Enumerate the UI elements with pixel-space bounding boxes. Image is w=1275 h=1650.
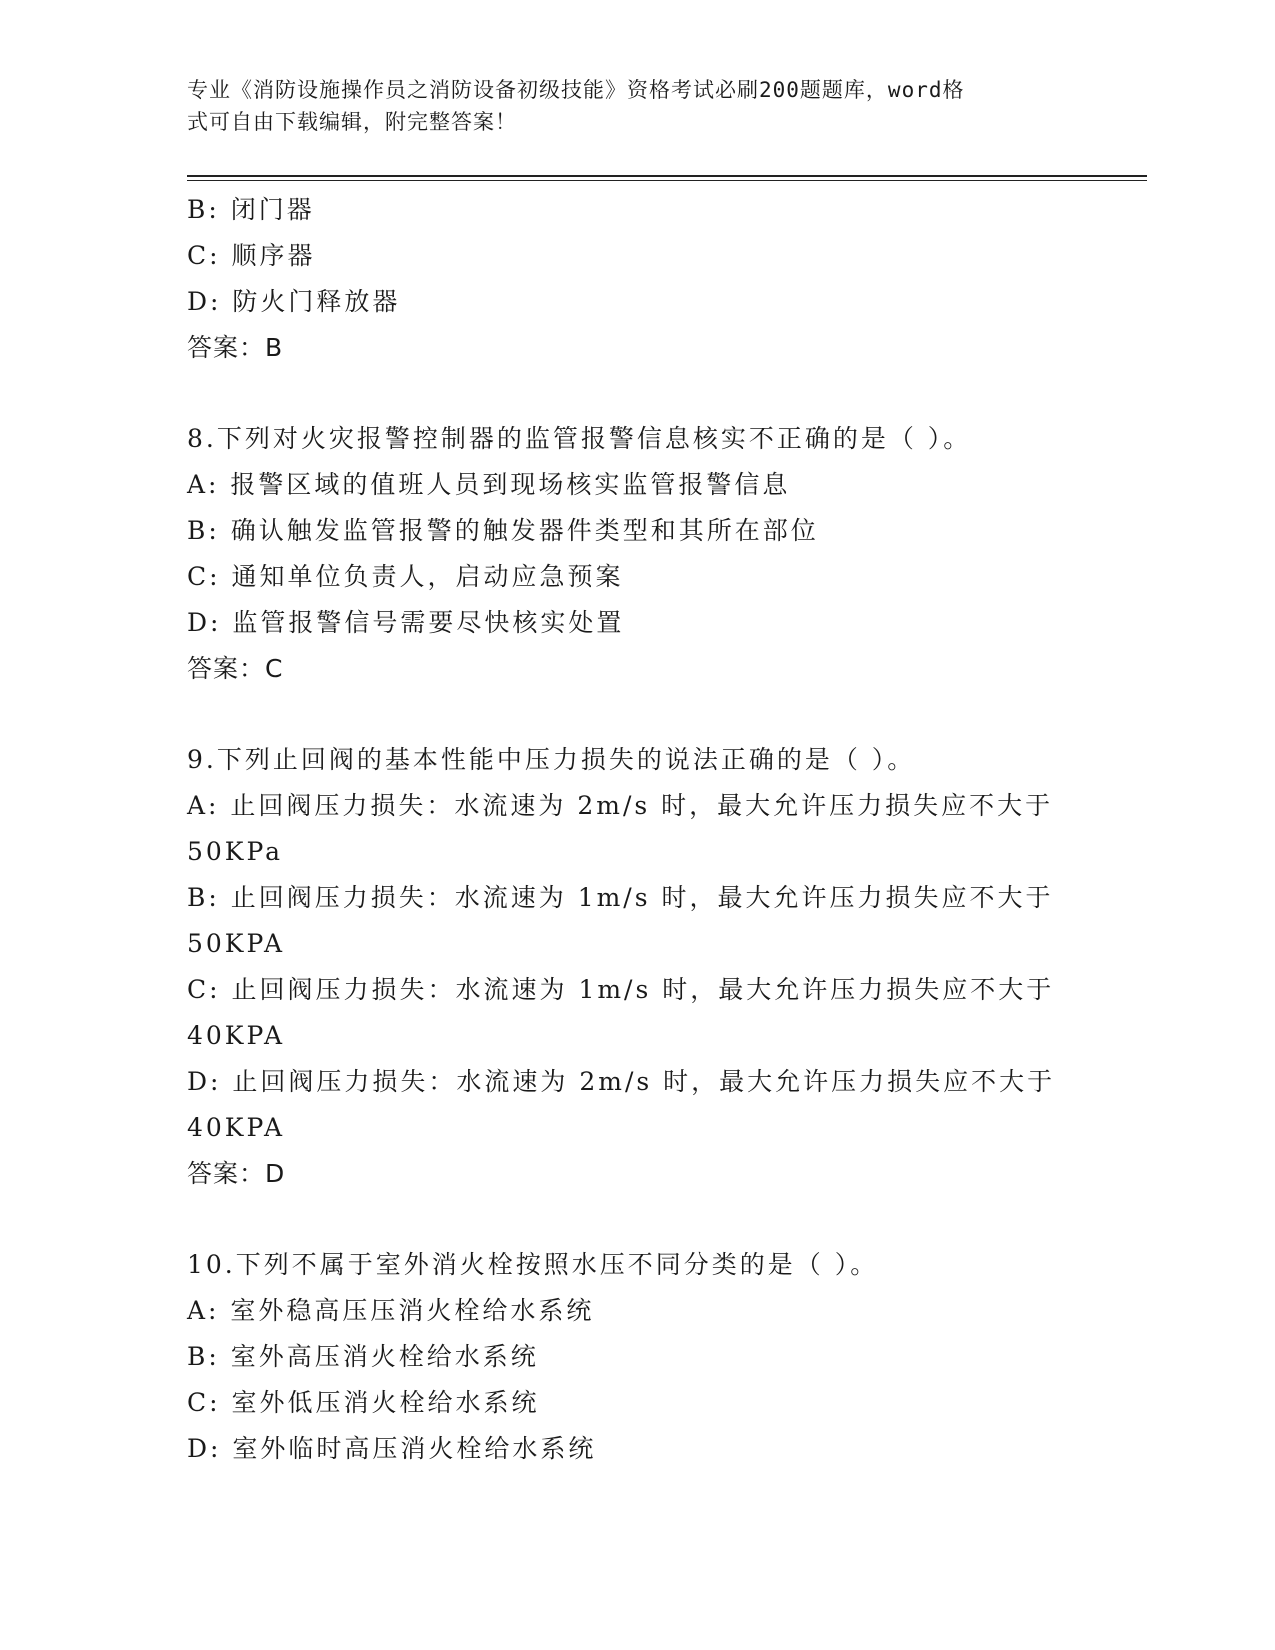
q10-option-a: A: 室外稳高压压消火栓给水系统	[187, 1296, 595, 1325]
q8-option-b: B: 确认触发监管报警的触发器件类型和其所在部位	[187, 516, 819, 545]
question-10	[187, 1242, 1087, 1472]
question-7-continued	[187, 187, 1087, 371]
q8-answer: 答案：C	[187, 654, 284, 683]
q9-option-b-line-2: 50KPA	[187, 929, 286, 958]
spacer	[187, 1197, 1087, 1242]
question-9	[187, 737, 1087, 1197]
header-divider	[187, 175, 1147, 181]
header-title-line-1: 专业《消防设施操作员之消防设备初级技能》资格考试必刷200题题库，word格	[187, 78, 965, 102]
q7-option-c: C: 顺序器	[187, 241, 316, 270]
question-8	[187, 416, 1087, 692]
q7-option-d: D: 防火门释放器	[187, 287, 401, 316]
q10-option-d: D: 室外临时高压消火栓给水系统	[187, 1434, 597, 1463]
q9-question: 9.下列止回阀的基本性能中压力损失的说法正确的是（ ）。	[187, 745, 916, 774]
q10-question: 10.下列不属于室外消火栓按照水压不同分类的是（ ）。	[187, 1250, 879, 1279]
q9-answer: 答案：D	[187, 1159, 286, 1188]
q8-option-d: D: 监管报警信号需要尽快核实处置	[187, 608, 625, 637]
q10-option-b: B: 室外高压消火栓给水系统	[187, 1342, 539, 1371]
q9-option-b-line-1: B: 止回阀压力损失：水流速为 1m/s 时，最大允许压力损失应不大于	[187, 883, 1054, 912]
q9-option-c-line-1: C: 止回阀压力损失：水流速为 1m/s 时，最大允许压力损失应不大于	[187, 975, 1055, 1004]
q8-option-c: C: 通知单位负责人，启动应急预案	[187, 562, 624, 591]
question-list	[187, 187, 1087, 1472]
spacer	[187, 371, 1087, 416]
spacer	[187, 692, 1087, 737]
q7-option-b: B: 闭门器	[187, 195, 315, 224]
q9-option-c-line-2: 40KPA	[187, 1021, 286, 1050]
q9-option-d-line-2: 40KPA	[187, 1113, 286, 1142]
q9-option-a-line-1: A: 止回阀压力损失：水流速为 2m/s 时，最大允许压力损失应不大于	[187, 791, 1054, 820]
q8-question: 8.下列对火灾报警控制器的监管报警信息核实不正确的是（ ）。	[187, 424, 972, 453]
header-title-line-2: 式可自由下载编辑，附完整答案！	[187, 110, 517, 134]
q10-option-c: C: 室外低压消火栓给水系统	[187, 1388, 540, 1417]
q7-answer: 答案：B	[187, 333, 284, 362]
page-header	[187, 74, 1087, 138]
q9-option-a-line-2: 50KPa	[187, 837, 284, 866]
q9-option-d-line-1: D: 止回阀压力损失：水流速为 2m/s 时，最大允许压力损失应不大于	[187, 1067, 1056, 1096]
q8-option-a: A: 报警区域的值班人员到现场核实监管报警信息	[187, 470, 791, 499]
